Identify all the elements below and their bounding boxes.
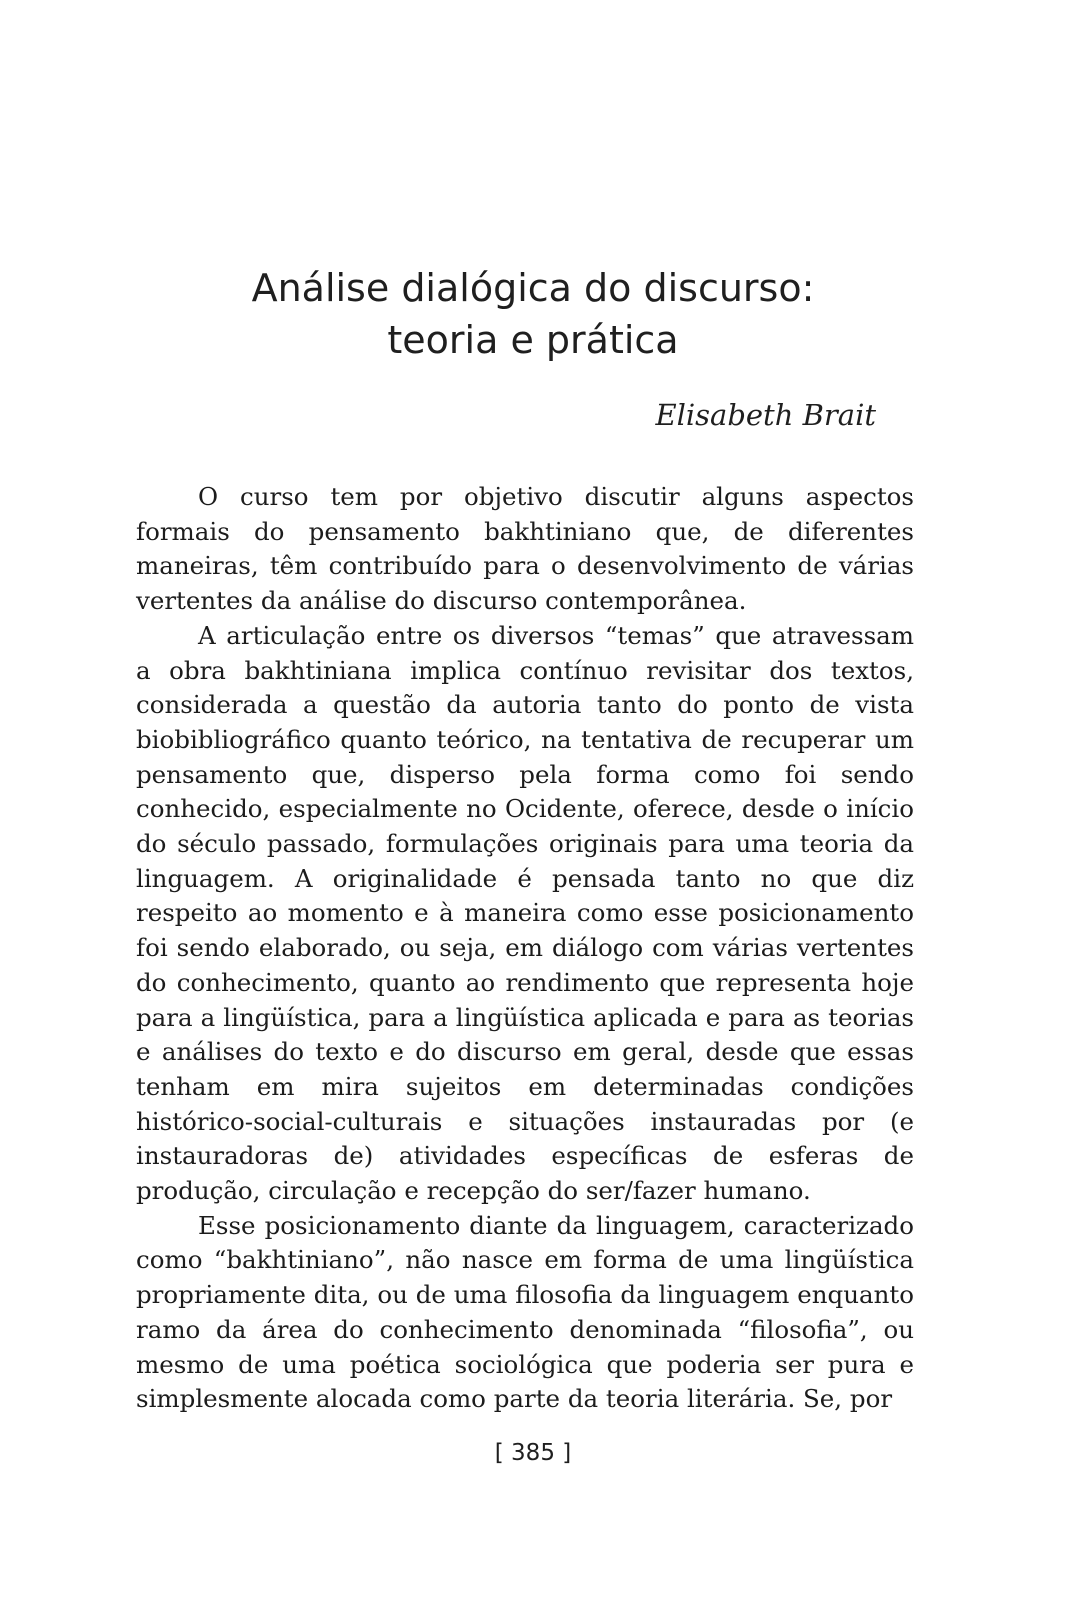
chapter-title-line-2: teoria e prática: [387, 318, 679, 362]
author-name: Elisabeth Brait: [655, 398, 876, 432]
paragraph-3: Esse posicionamento diante da linguagem, caracterizado como “bakhtiniano”, não nasce em forma de uma lingüística propriamente dita, ou de uma filosofia da linguagem enquanto ramo da área do conhecimento denominada “filosofia”, ou mesmo de uma poética sociológica que poderia ser pura e simplesmente alocada como parte da teoria literária. Se, por: [136, 1210, 914, 1414]
page-number: [ 385 ]: [494, 1440, 572, 1466]
chapter-title: [0, 262, 1066, 366]
body-text: [136, 480, 914, 1417]
paragraph-1: O curso tem por objetivo discutir alguns aspectos formais do pensamento bakhtiniano que, de diferentes maneiras, têm contribuído para o desenvolvimento de várias vertentes da análise do discurso contemporânea.: [136, 482, 914, 616]
paragraph-2: A articulação entre os diversos “temas” que atravessam a obra bakhtiniana implica contínuo revisitar dos textos, considerada a questão da autoria tanto do ponto de vista biobibliográfico quanto teórico, na tentativa de recuperar um pensamento que, disperso pela forma como foi sendo conhecido, especialmente no Ocidente, oferece, desde o início do século passado, formulações originais para uma teoria da linguagem. A originalidade é pensada tanto no que diz respeito ao momento e à maneira como esse posicionamento foi sendo elaborado, ou seja, em diálogo com várias vertentes do conhecimento, quanto ao rendimento que representa hoje para a lingüística, para a lingüística aplicada e para as teorias e análises do texto e do discurso em geral, desde que essas tenham em mira sujeitos em determinadas condições histórico-social-culturais e situações instauradas por (e instauradoras de) atividades específicas de esferas de produção, circulação e recepção do ser/fazer humano.: [136, 620, 914, 1206]
chapter-title-line-1: Análise dialógica do discurso:: [251, 266, 815, 310]
